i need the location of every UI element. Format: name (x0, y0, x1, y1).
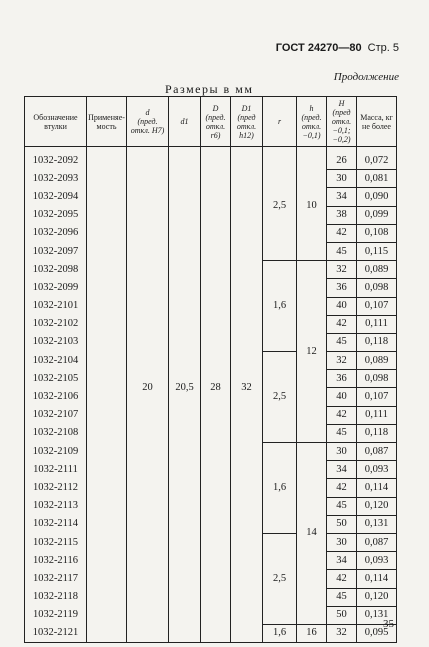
cell-h: 16 (297, 624, 327, 642)
cell-designation: 1032-2101 (25, 297, 87, 315)
cell-designation: 1032-2117 (25, 570, 87, 588)
cell-application (87, 533, 127, 551)
cell-H: 34 (327, 552, 357, 570)
cell-H: 34 (327, 461, 357, 479)
cell-designation: 1032-2095 (25, 206, 87, 224)
cell-application (87, 570, 127, 588)
col-D: D (пред. откл. r6) (201, 97, 231, 147)
cell-mass: 0,107 (357, 297, 397, 315)
col-h: h (пред. откл. −0,1) (297, 97, 327, 147)
cell-H: 40 (327, 388, 357, 406)
header-row (25, 97, 397, 147)
cell-mass: 0,120 (357, 497, 397, 515)
cell-application (87, 315, 127, 333)
cell-application (87, 188, 127, 206)
cell-d1-empty (169, 624, 201, 642)
cell-H: 50 (327, 606, 357, 624)
cell-H: 26 (327, 152, 357, 170)
cell-r: 2,5 (263, 152, 297, 261)
cell-designation: 1032-2112 (25, 479, 87, 497)
cell-mass: 0,089 (357, 261, 397, 279)
cell-designation: 1032-2096 (25, 224, 87, 242)
cell-H: 36 (327, 370, 357, 388)
cell-r: 1,6 (263, 443, 297, 534)
cell-H: 30 (327, 533, 357, 551)
cell-designation: 1032-2113 (25, 497, 87, 515)
cell-designation: 1032-2103 (25, 333, 87, 351)
cell-mass: 0,081 (357, 170, 397, 188)
cell-H: 45 (327, 333, 357, 351)
cell-application (87, 370, 127, 388)
cell-H: 40 (327, 297, 357, 315)
cell-d: 20 (127, 152, 169, 624)
col-application: Применяе-мость (87, 97, 127, 147)
table-body (25, 147, 397, 643)
col-H: H (пред откл. −0,1; −0,2) (327, 97, 357, 147)
cell-designation: 1032-2107 (25, 406, 87, 424)
cell-r: 2,5 (263, 533, 297, 624)
table-row (25, 624, 397, 642)
cell-mass: 0,093 (357, 461, 397, 479)
cell-application (87, 515, 127, 533)
cell-application (87, 224, 127, 242)
cell-application (87, 206, 127, 224)
cell-D1: 32 (231, 152, 263, 624)
cell-application (87, 297, 127, 315)
cell-application (87, 170, 127, 188)
cell-H: 42 (327, 479, 357, 497)
cell-H: 45 (327, 497, 357, 515)
cell-H: 45 (327, 588, 357, 606)
col-designation: Обозначение втулки (25, 97, 87, 147)
cell-application (87, 333, 127, 351)
cell-r: 1,6 (263, 261, 297, 352)
cell-designation: 1032-2099 (25, 279, 87, 297)
continuation-label: Продолжение (333, 71, 399, 83)
cell-designation: 1032-2097 (25, 242, 87, 260)
table-row (25, 152, 397, 170)
cell-H: 42 (327, 406, 357, 424)
cell-H: 30 (327, 443, 357, 461)
cell-r: 2,5 (263, 352, 297, 443)
dimensions-label: Размеры в мм (165, 82, 254, 96)
cell-D: 28 (201, 152, 231, 624)
cell-H: 42 (327, 224, 357, 242)
col-D1: D1 (пред откл. h12) (231, 97, 263, 147)
cell-H: 34 (327, 188, 357, 206)
cell-designation: 1032-2108 (25, 424, 87, 442)
cell-mass: 0,095 (357, 624, 397, 642)
cell-application (87, 388, 127, 406)
cell-application (87, 479, 127, 497)
cell-mass: 0,114 (357, 570, 397, 588)
cell-designation: 1032-2094 (25, 188, 87, 206)
cell-mass: 0,098 (357, 279, 397, 297)
cell-application (87, 497, 127, 515)
cell-designation: 1032-2121 (25, 624, 87, 642)
cell-mass: 0,090 (357, 188, 397, 206)
cell-mass: 0,118 (357, 333, 397, 351)
col-mass: Масса, кг не более (357, 97, 397, 147)
cell-mass: 0,087 (357, 533, 397, 551)
cell-mass: 0,072 (357, 152, 397, 170)
page-number: 35 (383, 618, 394, 630)
cell-application (87, 261, 127, 279)
cell-designation: 1032-2115 (25, 533, 87, 551)
cell-application (87, 242, 127, 260)
cell-mass: 0,108 (357, 224, 397, 242)
cell-application (87, 606, 127, 624)
cell-designation: 1032-2119 (25, 606, 87, 624)
cell-mass: 0,111 (357, 315, 397, 333)
cell-designation: 1032-2092 (25, 152, 87, 170)
cell-designation: 1032-2118 (25, 588, 87, 606)
cell-H: 38 (327, 206, 357, 224)
col-r: r (263, 97, 297, 147)
cell-application (87, 461, 127, 479)
cell-application (87, 406, 127, 424)
col-d: d (пред. откл. H7) (127, 97, 169, 147)
cell-designation: 1032-2098 (25, 261, 87, 279)
cell-mass: 0,120 (357, 588, 397, 606)
cell-mass: 0,093 (357, 552, 397, 570)
cell-mass: 0,114 (357, 479, 397, 497)
cell-mass: 0,118 (357, 424, 397, 442)
cell-designation: 1032-2114 (25, 515, 87, 533)
cell-H: 32 (327, 261, 357, 279)
cell-mass: 0,111 (357, 406, 397, 424)
page-header (276, 42, 399, 54)
cell-application (87, 152, 127, 170)
cell-mass: 0,131 (357, 515, 397, 533)
cell-designation: 1032-2116 (25, 552, 87, 570)
cell-H: 32 (327, 624, 357, 642)
cell-d-empty (127, 624, 169, 642)
cell-application (87, 624, 127, 642)
cell-mass: 0,131 (357, 606, 397, 624)
cell-application (87, 588, 127, 606)
cell-h: 10 (297, 152, 327, 261)
spec-table (24, 96, 397, 643)
cell-mass: 0,087 (357, 443, 397, 461)
cell-mass: 0,107 (357, 388, 397, 406)
cell-D-empty (201, 624, 231, 642)
cell-d1: 20,5 (169, 152, 201, 624)
cell-application (87, 352, 127, 370)
cell-designation: 1032-2102 (25, 315, 87, 333)
cell-application (87, 443, 127, 461)
cell-mass: 0,089 (357, 352, 397, 370)
cell-H: 32 (327, 352, 357, 370)
cell-h: 12 (297, 261, 327, 443)
cell-designation: 1032-2093 (25, 170, 87, 188)
cell-designation: 1032-2111 (25, 461, 87, 479)
cell-designation: 1032-2109 (25, 443, 87, 461)
cell-H: 45 (327, 242, 357, 260)
cell-H: 50 (327, 515, 357, 533)
cell-h: 14 (297, 443, 327, 625)
cell-mass: 0,099 (357, 206, 397, 224)
page-label: Стр. 5 (367, 42, 399, 54)
col-d1: d1 (169, 97, 201, 147)
cell-designation: 1032-2105 (25, 370, 87, 388)
cell-H: 45 (327, 424, 357, 442)
cell-mass: 0,098 (357, 370, 397, 388)
cell-r: 1,6 (263, 624, 297, 642)
cell-H: 42 (327, 315, 357, 333)
cell-application (87, 279, 127, 297)
cell-mass: 0,115 (357, 242, 397, 260)
cell-H: 42 (327, 570, 357, 588)
cell-application (87, 552, 127, 570)
cell-H: 30 (327, 170, 357, 188)
cell-H: 36 (327, 279, 357, 297)
cell-designation: 1032-2106 (25, 388, 87, 406)
cell-D1-empty (231, 624, 263, 642)
cell-designation: 1032-2104 (25, 352, 87, 370)
standard-code: ГОСТ 24270—80 (275, 42, 362, 54)
cell-application (87, 424, 127, 442)
